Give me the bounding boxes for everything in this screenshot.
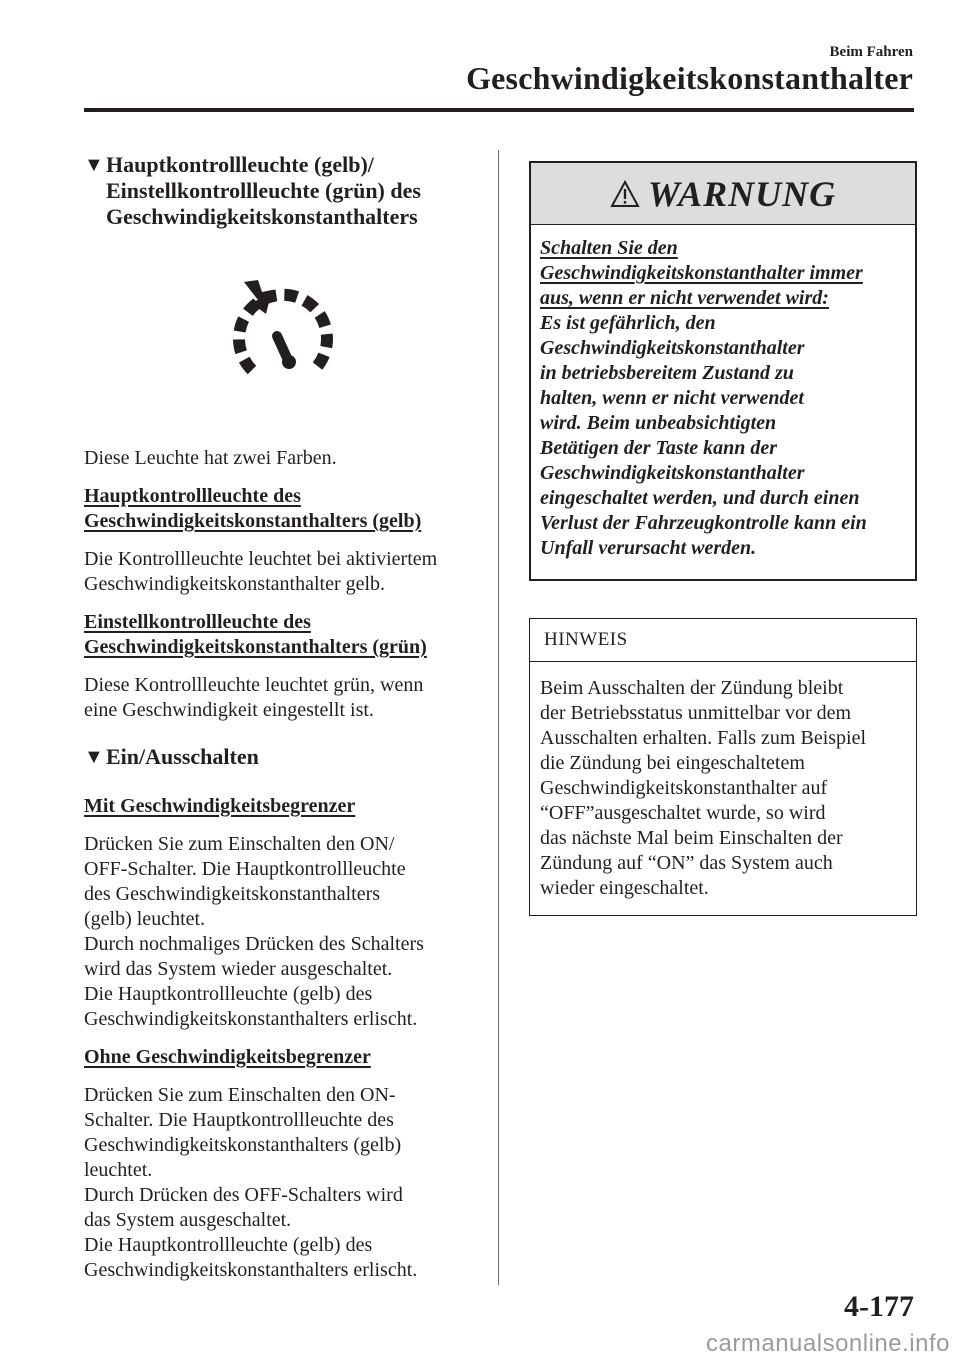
section-heading-on-off bbox=[84, 744, 476, 770]
intro-text: Diese Leuchte hat zwei Farben. bbox=[84, 447, 337, 469]
column-divider bbox=[498, 150, 499, 1285]
without-limiter-text: Drücken Sie zum Einschalten den ON- Schalter. Die Hauptkontrollleuchte des Geschwindigkeitskonstanthalters (gelb) leuchtet. Durch Drücken des OFF-Schalters wird das System ausgeschaltet. Die Hauptkontrollleuchte (gelb) des Geschwindigkeitskonstanthalters erlischt. bbox=[84, 1084, 418, 1281]
warning-triangle-icon bbox=[610, 180, 640, 208]
section-heading-indicator-lights bbox=[84, 152, 476, 230]
heading-text: Hauptkontrollleuchte (gelb)/ Einstellkontrollleuchte (grün) des Geschwindigkeitskonstanthalters bbox=[106, 152, 421, 229]
page-title: Geschwindigkeitskonstanthalter bbox=[466, 60, 913, 96]
set-indicator-text: Diese Kontrollleuchte leuchtet grün, wenn eine Geschwindigkeit eingestellt ist. bbox=[84, 674, 424, 721]
left-column bbox=[84, 152, 476, 1283]
subheading-main-indicator: Hauptkontrollleuchte des Geschwindigkeitskonstanthalters (gelb) bbox=[84, 485, 422, 532]
cruise-control-indicator bbox=[84, 276, 476, 446]
section-name: Beim Fahren bbox=[829, 44, 913, 60]
header-rule bbox=[84, 108, 914, 112]
watermark: carmanualsonline.info bbox=[706, 1330, 950, 1357]
warning-box bbox=[529, 161, 917, 581]
note-label: HINWEIS bbox=[530, 619, 916, 662]
with-limiter-text: Drücken Sie zum Einschalten den ON/ OFF-Schalter. Die Hauptkontrollleuchte des Geschwindigkeitskonstanthalters (gelb) leuchtet. Durch nochmaliges Drücken des Schalters wird das System wieder ausgeschaltet. Die Hauptkontrollleuchte (gelb) des Geschwindigkeitskonstanthalters erlischt. bbox=[84, 833, 424, 1030]
triangle-down-icon: ▼ bbox=[84, 154, 104, 176]
heading-text: Ein/Ausschalten bbox=[106, 744, 259, 769]
warning-body bbox=[531, 225, 915, 561]
page-number: 4-177 bbox=[844, 1290, 914, 1323]
note-text: Beim Ausschalten der Zündung bleibt der Betriebsstatus unmittelbar vor dem Ausschalten erhalten. Falls zum Beispiel die Zündung bei eingeschaltetem Geschwindigkeitskonstanthalter auf “OFF”ausgeschaltet wurde, so wird das nächste Mal beim Einschalten der Zündung auf “ON” das System auch wieder eingeschaltet. bbox=[540, 677, 867, 899]
subheading-set-indicator: Einstellkontrollleuchte des Geschwindigkeitskonstanthalters (grün) bbox=[84, 611, 427, 658]
warning-label: WARNUNG bbox=[647, 173, 837, 214]
subheading-with-limiter: Mit Geschwindigkeitsbegrenzer bbox=[84, 795, 356, 817]
triangle-down-icon: ▼ bbox=[84, 746, 104, 768]
main-indicator-text: Die Kontrollleuchte leuchtet bei aktiviertem Geschwindigkeitskonstanthalter gelb. bbox=[84, 548, 438, 595]
warning-header bbox=[531, 163, 915, 225]
subheading-without-limiter: Ohne Geschwindigkeitsbegrenzer bbox=[84, 1046, 371, 1068]
warning-lead: Schalten Sie den Geschwindigkeitskonstanthalter immer aus, wenn er nicht verwendet wird: bbox=[540, 237, 863, 309]
note-box bbox=[529, 618, 917, 916]
warning-text: Es ist gefährlich, den Geschwindigkeitskonstanthalter in betriebsbereitem Zustand zu halten, wenn er nicht verwendet wird. Beim unbeabsichtigten Betätigen der Taste kann der Geschwindigkeitskonstanthalter eingeschaltet werden, und durch einen Verlust der Fahrzeugkontrolle kann ein Unfall verursacht werden. bbox=[540, 312, 867, 559]
cruise-control-indicator-icon bbox=[228, 276, 338, 416]
